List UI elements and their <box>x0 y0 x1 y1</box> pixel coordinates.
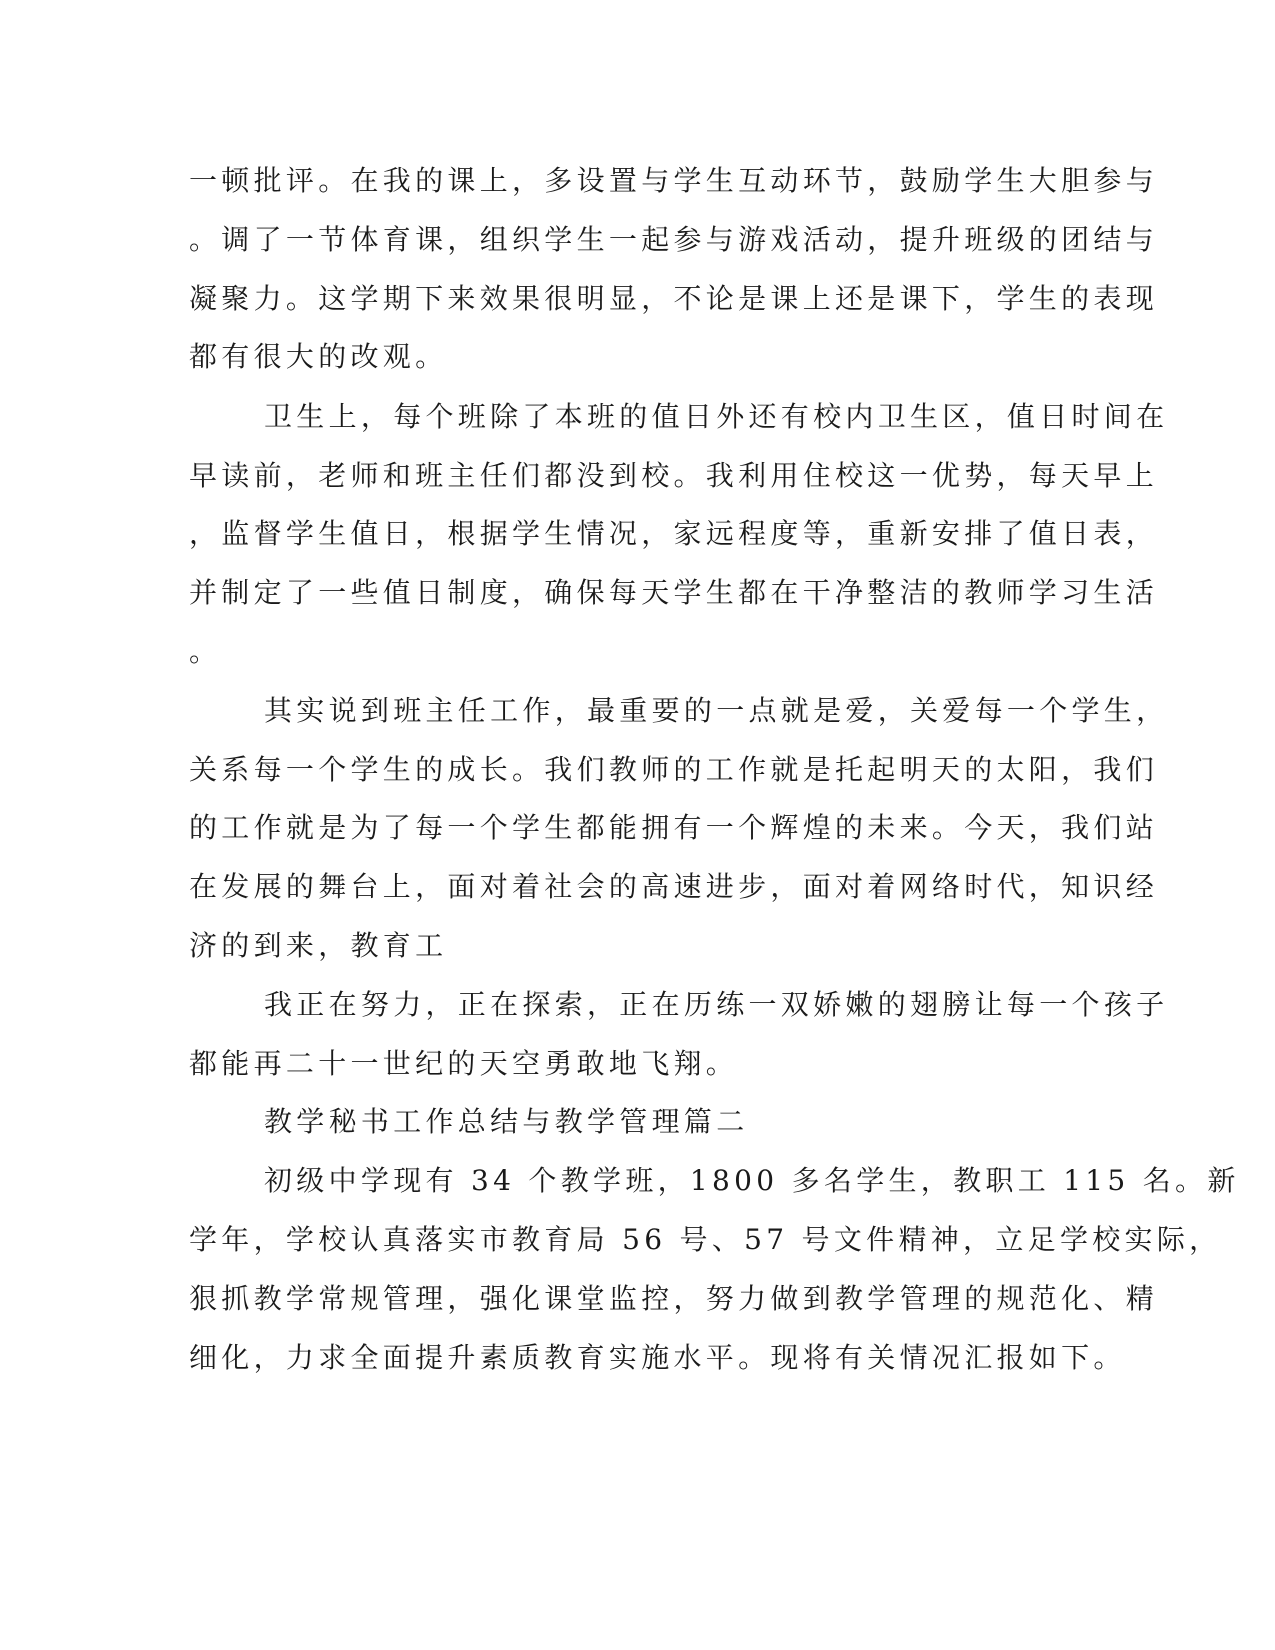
text-line: 早读前，老师和班主任们都没到校。我利用住校这一优势，每天早上 <box>189 459 1159 492</box>
text-line: 都能再二十一世纪的天空勇敢地飞翔。 <box>189 1047 739 1080</box>
paragraph-first-line: 我正在努力，正在探索，正在历练一双娇嫩的翅膀让每一个孩子 <box>264 988 1169 1021</box>
text-line: 一顿批评。在我的课上，多设置与学生互动环节，鼓励学生大胆参与 <box>189 164 1159 197</box>
text-line: 在发展的舞台上，面对着社会的高速进步，面对着网络时代，知识经 <box>189 870 1159 903</box>
section-heading: 教学秘书工作总结与教学管理篇二 <box>264 1105 749 1138</box>
paragraph-first-line: 初级中学现有 34 个教学班，1800 多名学生，教职工 115 名。新 <box>264 1164 1240 1197</box>
paragraph-first-line: 卫生上，每个班除了本班的值日外还有校内卫生区，值日时间在 <box>264 400 1169 433</box>
text-line: 都有很大的改观。 <box>189 340 448 373</box>
text-line: 。调了一节体育课，组织学生一起参与游戏活动，提升班级的团结与 <box>189 223 1159 256</box>
text-line: 。 <box>189 635 222 668</box>
text-line: 狠抓教学常规管理，强化课堂监控，努力做到教学管理的规范化、精 <box>189 1282 1159 1315</box>
text-line: 细化，力求全面提升素质教育实施水平。现将有关情况汇报如下。 <box>189 1341 1126 1374</box>
paragraph-first-line: 其实说到班主任工作，最重要的一点就是爱，关爱每一个学生， <box>264 694 1169 727</box>
text-line: 的工作就是为了每一个学生都能拥有一个辉煌的未来。今天，我们站 <box>189 811 1159 844</box>
text-line: 济的到来，教育工 <box>189 929 448 962</box>
text-line: ，监督学生值日，根据学生情况，家远程度等，重新安排了值日表， <box>189 517 1159 550</box>
text-line: 凝聚力。这学期下来效果很明显，不论是课上还是课下，学生的表现 <box>189 282 1159 315</box>
text-line: 关系每一个学生的成长。我们教师的工作就是托起明天的太阳，我们 <box>189 753 1159 786</box>
text-line: 并制定了一些值日制度，确保每天学生都在干净整洁的教师学习生活 <box>189 576 1159 609</box>
text-line: 学年，学校认真落实市教育局 56 号、57 号文件精神，立足学校实际， <box>189 1223 1222 1256</box>
